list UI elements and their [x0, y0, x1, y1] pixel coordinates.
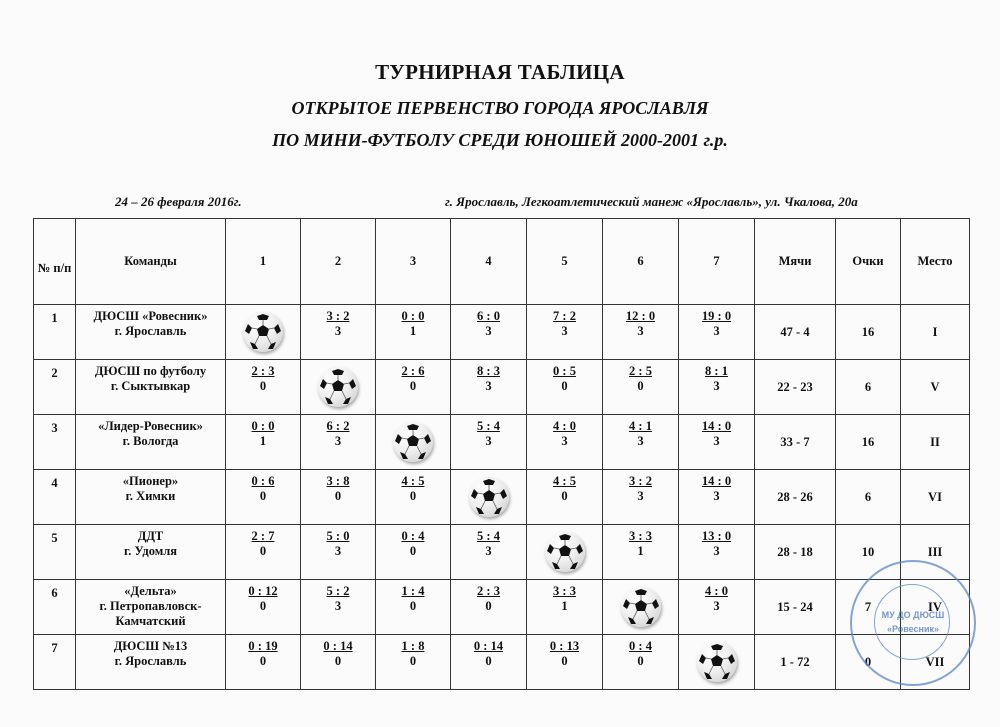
match-score: 0 : 14 — [473, 639, 504, 653]
match-points: 3 — [713, 544, 720, 558]
header-points: Очки — [836, 219, 901, 305]
match-cell — [603, 360, 679, 415]
match-points: 0 — [409, 489, 417, 503]
team-city: г. Удомля — [123, 544, 178, 558]
diagonal-cell — [301, 360, 376, 415]
match-points: 1 — [637, 544, 644, 558]
place-cell: IV — [901, 580, 970, 635]
event-place: г. Ярославль, Легкоатлетический манеж «Ярославль», ул. Чкалова, 20а — [445, 194, 858, 209]
match-score: 7 : 2 — [553, 309, 576, 323]
match-score: 4 : 5 — [553, 474, 576, 488]
tournament-table — [33, 218, 970, 690]
header-num: № п/п — [34, 219, 76, 305]
match-points: 0 — [485, 599, 492, 613]
match-cell — [603, 635, 679, 690]
row-number: 2 — [34, 360, 76, 415]
match-score: 6 : 0 — [477, 309, 500, 323]
match-cell — [679, 470, 755, 525]
match-cell — [451, 525, 527, 580]
match-points: 0 — [409, 654, 417, 668]
match-points: 1 — [409, 324, 417, 338]
team-city: г. Петропавловск-Камчатский — [99, 599, 202, 628]
match-cell — [301, 525, 376, 580]
goals-cell: 47 - 4 — [755, 305, 836, 360]
match-score: 12 : 0 — [625, 309, 656, 323]
match-points: 3 — [713, 379, 720, 393]
diagonal-cell — [376, 415, 451, 470]
match-cell — [527, 635, 603, 690]
match-score: 5 : 0 — [326, 529, 350, 543]
match-cell — [376, 360, 451, 415]
match-cell — [451, 415, 527, 470]
match-points: 0 — [409, 599, 417, 613]
match-score: 0 : 4 — [401, 529, 425, 543]
match-points: 3 — [637, 434, 644, 448]
soccer-ball-icon — [545, 532, 585, 572]
match-points: 0 — [409, 544, 417, 558]
match-score: 0 : 14 — [323, 639, 353, 653]
match-points: 0 — [259, 544, 267, 558]
match-cell — [679, 525, 755, 580]
match-points: 3 — [713, 489, 720, 503]
goals-cell: 1 - 72 — [755, 635, 836, 690]
header-col-4: 4 — [451, 219, 527, 305]
table-row — [34, 360, 970, 415]
match-score: 4 : 0 — [553, 419, 576, 433]
match-score: 8 : 1 — [705, 364, 728, 378]
match-points: 3 — [334, 544, 342, 558]
diagonal-cell — [451, 470, 527, 525]
subtitle-line-1: ОТКРЫТОЕ ПЕРВЕНСТВО ГОРОДА ЯРОСЛАВЛЯ — [291, 98, 709, 118]
match-cell — [527, 305, 603, 360]
header-col-2: 2 — [301, 219, 376, 305]
match-points: 3 — [637, 324, 644, 338]
team-name: «Лидер-Ровесник» — [98, 419, 203, 433]
header-teams: Команды — [76, 219, 226, 305]
team-city: г. Вологда — [122, 434, 179, 448]
match-points: 0 — [409, 379, 417, 393]
match-points: 3 — [485, 434, 492, 448]
match-cell — [376, 635, 451, 690]
match-points: 0 — [561, 379, 568, 393]
match-cell — [451, 305, 527, 360]
match-score: 3 : 2 — [629, 474, 652, 488]
match-cell — [376, 525, 451, 580]
points-cell: 6 — [836, 470, 901, 525]
match-score: 0 : 4 — [629, 639, 652, 653]
header-col-1: 1 — [226, 219, 301, 305]
team-city: г. Сыктывкар — [110, 379, 191, 393]
goals-cell: 28 - 18 — [755, 525, 836, 580]
match-cell — [376, 580, 451, 635]
team-cell — [76, 580, 226, 635]
match-score: 1 : 4 — [401, 584, 425, 598]
soccer-ball-icon — [243, 312, 283, 352]
team-city: г. Ярославль — [114, 654, 187, 668]
match-cell — [226, 415, 301, 470]
match-score: 2 : 3 — [251, 364, 275, 378]
match-score: 2 : 5 — [629, 364, 652, 378]
match-score: 19 : 0 — [701, 309, 732, 323]
stamp-line-1: МУ ДО ДЮСШ — [881, 610, 945, 620]
header-col-5: 5 — [527, 219, 603, 305]
table-row — [34, 525, 970, 580]
match-cell — [603, 415, 679, 470]
header-col-3: 3 — [376, 219, 451, 305]
points-cell: 0 — [836, 635, 901, 690]
table-row — [34, 305, 970, 360]
place-cell: III — [901, 525, 970, 580]
match-cell — [451, 580, 527, 635]
match-cell — [226, 525, 301, 580]
team-name: ДЮСШ «Ровесник» — [93, 309, 208, 323]
place-cell: II — [901, 415, 970, 470]
match-cell — [376, 305, 451, 360]
diagonal-cell — [226, 305, 301, 360]
match-points: 3 — [485, 324, 492, 338]
team-name: «Дельта» — [124, 584, 177, 598]
match-cell — [451, 635, 527, 690]
table-row — [34, 470, 970, 525]
goals-cell: 15 - 24 — [755, 580, 836, 635]
team-cell — [76, 415, 226, 470]
match-points: 0 — [259, 379, 267, 393]
match-points: 0 — [259, 599, 267, 613]
match-cell — [451, 360, 527, 415]
match-cell — [226, 580, 301, 635]
points-cell: 16 — [836, 305, 901, 360]
match-cell — [603, 525, 679, 580]
team-name: ДЮСШ №13 — [113, 639, 188, 653]
place-cell: I — [901, 305, 970, 360]
points-cell: 16 — [836, 415, 901, 470]
team-name: ДДТ — [137, 529, 164, 543]
event-date: 24 – 26 февраля 2016г. — [115, 194, 242, 209]
match-score: 0 : 0 — [251, 419, 275, 433]
match-points: 3 — [485, 544, 492, 558]
soccer-ball-icon — [393, 422, 433, 462]
match-cell — [527, 360, 603, 415]
school-stamp — [850, 560, 976, 686]
match-points: 1 — [259, 434, 267, 448]
match-score: 4 : 1 — [629, 419, 652, 433]
row-number: 5 — [34, 525, 76, 580]
match-cell — [679, 415, 755, 470]
match-cell — [226, 470, 301, 525]
match-points: 3 — [713, 434, 720, 448]
match-cell — [376, 470, 451, 525]
match-score: 14 : 0 — [701, 474, 732, 488]
match-points: 3 — [561, 324, 568, 338]
match-score: 6 : 2 — [326, 419, 350, 433]
points-cell: 10 — [836, 525, 901, 580]
subtitle-line-2: ПО МИНИ-ФУТБОЛУ СРЕДИ ЮНОШЕЙ 2000-2001 г.р. — [272, 130, 728, 150]
stamp-line-2: «Ровесник» — [886, 624, 940, 634]
team-cell — [76, 305, 226, 360]
match-points: 0 — [259, 489, 267, 503]
place-cell: V — [901, 360, 970, 415]
match-points: 1 — [561, 599, 568, 613]
match-points: 3 — [334, 324, 342, 338]
match-points: 0 — [334, 489, 342, 503]
goals-cell: 28 - 26 — [755, 470, 836, 525]
match-points: 0 — [637, 654, 644, 668]
match-score: 3 : 8 — [326, 474, 350, 488]
match-cell — [301, 415, 376, 470]
points-cell: 7 — [836, 580, 901, 635]
header-place: Место — [901, 219, 970, 305]
match-cell — [301, 305, 376, 360]
header-col-7: 7 — [679, 219, 755, 305]
match-score: 3 : 3 — [629, 529, 652, 543]
points-cell: 6 — [836, 360, 901, 415]
soccer-ball-icon — [469, 477, 509, 517]
header-goals: Мячи — [755, 219, 836, 305]
match-score: 0 : 19 — [248, 639, 278, 653]
team-name: ДЮСШ по футболу — [94, 364, 207, 378]
match-score: 1 : 8 — [401, 639, 425, 653]
soccer-ball-icon — [318, 367, 358, 407]
match-cell — [603, 470, 679, 525]
match-score: 5 : 2 — [326, 584, 350, 598]
match-score: 0 : 13 — [549, 639, 580, 653]
match-points: 3 — [334, 599, 342, 613]
match-cell — [301, 635, 376, 690]
match-score: 3 : 3 — [553, 584, 576, 598]
match-cell — [527, 415, 603, 470]
place-cell: VI — [901, 470, 970, 525]
match-points: 3 — [561, 434, 568, 448]
match-score: 5 : 4 — [477, 419, 500, 433]
row-number: 4 — [34, 470, 76, 525]
match-score: 0 : 5 — [553, 364, 576, 378]
match-score: 4 : 5 — [401, 474, 425, 488]
match-score: 5 : 4 — [477, 529, 500, 543]
row-number: 6 — [34, 580, 76, 635]
goals-cell: 33 - 7 — [755, 415, 836, 470]
match-cell — [679, 305, 755, 360]
match-cell — [527, 580, 603, 635]
match-points: 3 — [334, 434, 342, 448]
soccer-ball-icon — [697, 642, 737, 682]
stamp-inner-ring — [874, 584, 950, 660]
table-row — [34, 580, 970, 635]
match-cell — [527, 470, 603, 525]
match-cell — [226, 360, 301, 415]
match-cell — [301, 470, 376, 525]
match-score: 3 : 2 — [326, 309, 350, 323]
match-score: 2 : 6 — [401, 364, 425, 378]
match-points: 0 — [485, 654, 492, 668]
table-header-row — [34, 219, 970, 305]
match-cell — [301, 580, 376, 635]
match-points: 3 — [713, 324, 720, 338]
page-title: ТУРНИРНАЯ ТАБЛИЦА — [375, 60, 625, 84]
team-name: «Пионер» — [122, 474, 179, 488]
match-cell — [679, 360, 755, 415]
team-city: г. Ярославль — [114, 324, 187, 338]
team-cell — [76, 470, 226, 525]
match-points: 0 — [334, 654, 342, 668]
diagonal-cell — [603, 580, 679, 635]
soccer-ball-icon — [621, 587, 661, 627]
row-number: 1 — [34, 305, 76, 360]
match-points: 3 — [713, 599, 720, 613]
match-cell — [226, 635, 301, 690]
match-score: 8 : 3 — [477, 364, 500, 378]
match-points: 0 — [637, 379, 644, 393]
row-number: 3 — [34, 415, 76, 470]
team-cell — [76, 360, 226, 415]
match-score: 0 : 0 — [401, 309, 425, 323]
match-score: 14 : 0 — [701, 419, 732, 433]
header-col-6: 6 — [603, 219, 679, 305]
team-city: г. Химки — [125, 489, 176, 503]
match-points: 3 — [637, 489, 644, 503]
table-row — [34, 415, 970, 470]
match-points: 0 — [561, 654, 568, 668]
place-cell: VII — [901, 635, 970, 690]
match-score: 0 : 6 — [251, 474, 275, 488]
match-cell — [679, 580, 755, 635]
row-number: 7 — [34, 635, 76, 690]
match-score: 2 : 7 — [251, 529, 275, 543]
goals-cell: 22 - 23 — [755, 360, 836, 415]
match-score: 4 : 0 — [705, 584, 728, 598]
diagonal-cell — [527, 525, 603, 580]
diagonal-cell — [679, 635, 755, 690]
match-points: 0 — [561, 489, 568, 503]
match-points: 0 — [259, 654, 267, 668]
table-row — [34, 635, 970, 690]
team-cell — [76, 525, 226, 580]
match-score: 13 : 0 — [701, 529, 732, 543]
team-cell — [76, 635, 226, 690]
match-cell — [603, 305, 679, 360]
match-points: 3 — [485, 379, 492, 393]
match-score: 0 : 12 — [248, 584, 278, 598]
match-score: 2 : 3 — [477, 584, 500, 598]
